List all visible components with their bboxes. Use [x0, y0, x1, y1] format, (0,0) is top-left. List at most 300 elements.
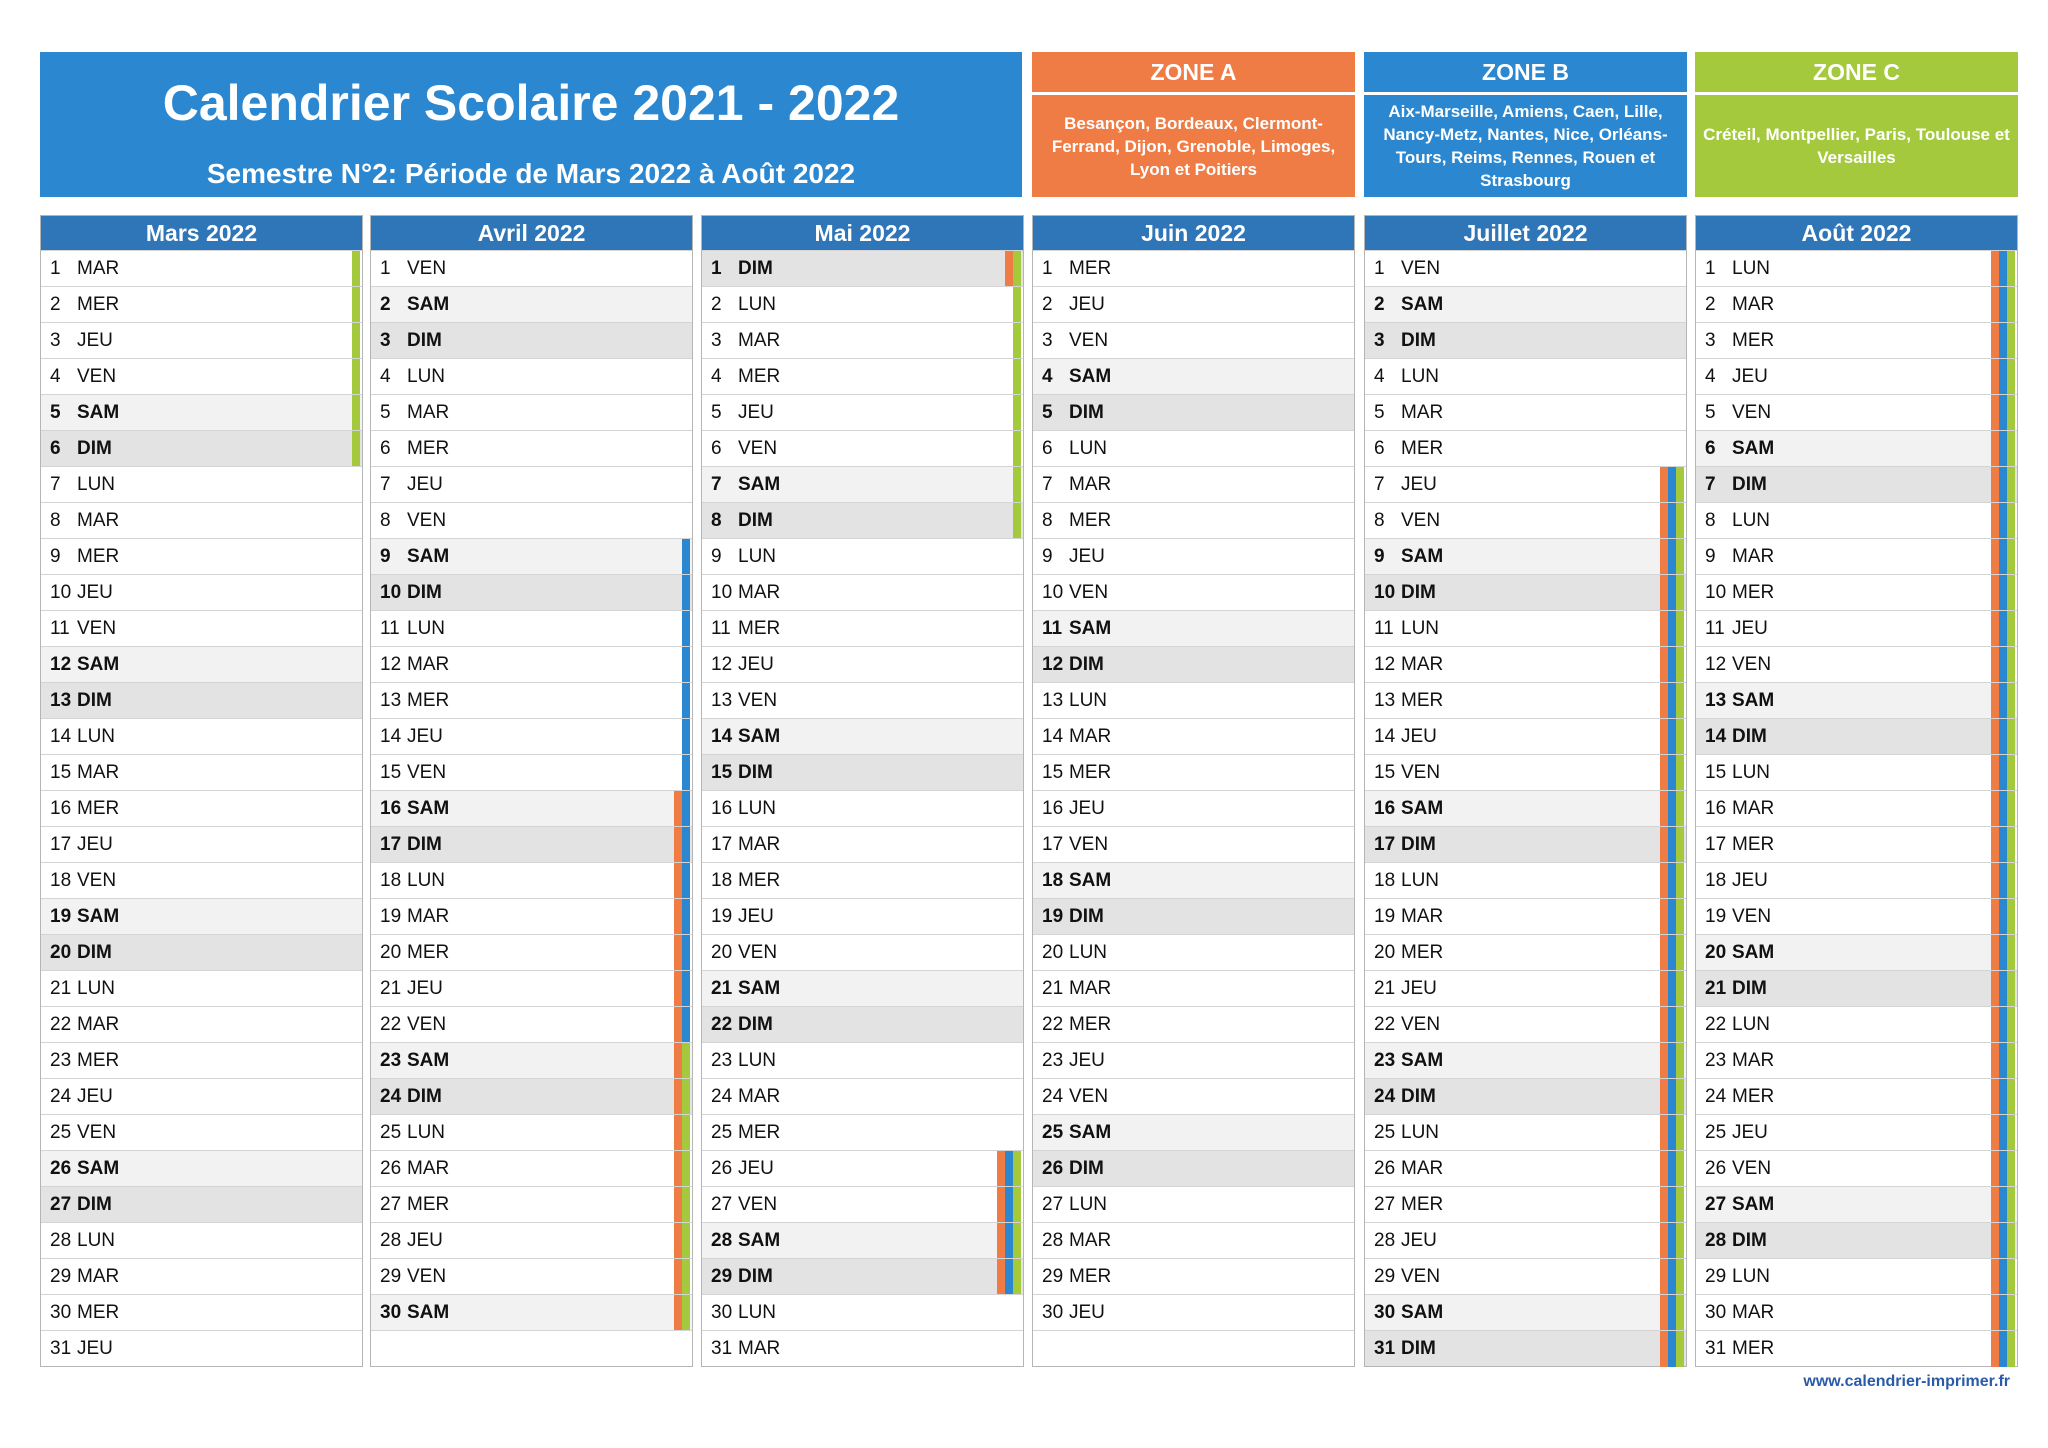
holiday-marker-zone-c	[352, 287, 360, 323]
holiday-marker-zone-b	[682, 575, 690, 611]
day-row	[1033, 394, 1354, 430]
weekday-name: DIM	[77, 1194, 112, 1215]
weekday-name: DIM	[738, 1266, 773, 1287]
day-row	[41, 1258, 362, 1294]
day-row	[371, 358, 692, 394]
day-number: 25	[711, 1122, 733, 1143]
holiday-marker-zone-a	[1991, 647, 1999, 683]
weekday-name: VEN	[1401, 510, 1441, 531]
day-row	[1696, 322, 2017, 358]
holiday-marker-zone-c	[2007, 755, 2015, 791]
weekday-name: DIM	[1732, 1230, 1767, 1251]
day-number: 15	[380, 762, 402, 783]
day-number: 20	[711, 942, 733, 963]
holiday-marker-zone-a	[1991, 467, 1999, 503]
day-row	[1365, 646, 1686, 682]
weekday-name: JEU	[1732, 870, 1768, 891]
weekday-name: MER	[407, 1194, 450, 1215]
weekday-name: VEN	[1069, 834, 1109, 855]
holiday-marker-zone-a	[1660, 467, 1668, 503]
holiday-marker-zone-c	[2007, 467, 2015, 503]
weekday-name: MER	[1401, 438, 1444, 459]
weekday-name: SAM	[77, 1158, 120, 1179]
weekday-name: VEN	[77, 618, 117, 639]
day-row	[1033, 538, 1354, 574]
weekday-name: DIM	[77, 438, 112, 459]
day-row	[371, 610, 692, 646]
weekday-name: SAM	[407, 798, 450, 819]
weekday-name: MAR	[1069, 726, 1112, 747]
day-number: 16	[1042, 798, 1064, 819]
holiday-marker-zone-b	[1668, 719, 1676, 755]
day-number: 22	[50, 1014, 72, 1035]
holiday-marker-zone-c	[1676, 575, 1684, 611]
holiday-marker-zone-b	[1005, 1223, 1013, 1259]
weekday-name: JEU	[1069, 1050, 1105, 1071]
weekday-name: VEN	[1732, 402, 1772, 423]
month-column-mars	[40, 215, 363, 1367]
day-row	[1033, 430, 1354, 466]
holiday-marker-zone-b	[1999, 575, 2007, 611]
weekday-name: SAM	[407, 1050, 450, 1071]
day-row	[1033, 934, 1354, 970]
weekday-name: MAR	[738, 330, 781, 351]
weekday-name: SAM	[1401, 1050, 1444, 1071]
day-row	[1365, 250, 1686, 286]
day-number: 24	[380, 1086, 402, 1107]
day-number: 7	[50, 474, 61, 495]
holiday-marker-zone-a	[1005, 251, 1013, 287]
holiday-marker-zone-a	[1991, 359, 1999, 395]
weekday-name: MAR	[1732, 294, 1775, 315]
day-row	[1696, 502, 2017, 538]
holiday-marker-zone-b	[1999, 1187, 2007, 1223]
weekday-name: SAM	[77, 402, 120, 423]
day-row	[371, 1150, 692, 1186]
day-row	[702, 826, 1023, 862]
day-number: 26	[711, 1158, 733, 1179]
weekday-name: MER	[77, 798, 120, 819]
day-number: 10	[1042, 582, 1064, 603]
weekday-name: DIM	[407, 582, 442, 603]
day-row	[1365, 1078, 1686, 1114]
weekday-name: MAR	[77, 1266, 120, 1287]
day-row	[371, 1258, 692, 1294]
day-number: 11	[1705, 618, 1725, 639]
day-number: 2	[1374, 294, 1385, 315]
holiday-marker-zone-c	[352, 395, 360, 431]
weekday-name: SAM	[1069, 366, 1112, 387]
day-row	[702, 790, 1023, 826]
weekday-name: JEU	[1069, 1302, 1105, 1323]
weekday-name: VEN	[1401, 762, 1441, 783]
day-number: 1	[1374, 258, 1385, 279]
weekday-name: LUN	[1732, 762, 1771, 783]
holiday-marker-zone-b	[1668, 611, 1676, 647]
weekday-name: DIM	[77, 942, 112, 963]
day-row	[702, 322, 1023, 358]
weekday-name: JEU	[1732, 618, 1768, 639]
day-row	[1033, 1042, 1354, 1078]
day-row	[41, 934, 362, 970]
holiday-marker-zone-a	[674, 1259, 682, 1295]
day-row	[371, 970, 692, 1006]
day-row	[41, 718, 362, 754]
day-number: 7	[1374, 474, 1385, 495]
holiday-marker-zone-c	[1013, 1187, 1021, 1223]
day-number: 21	[1705, 978, 1727, 999]
holiday-marker-zone-a	[674, 935, 682, 971]
day-row	[1365, 1258, 1686, 1294]
day-number: 8	[1705, 510, 1716, 531]
holiday-marker-zone-c	[1676, 1223, 1684, 1259]
holiday-marker-zone-c	[2007, 575, 2015, 611]
day-row	[41, 970, 362, 1006]
day-number: 1	[1705, 258, 1716, 279]
day-number: 21	[1042, 978, 1064, 999]
holiday-marker-zone-c	[1676, 755, 1684, 791]
holiday-marker-zone-c	[2007, 323, 2015, 359]
holiday-marker-zone-c	[682, 1223, 690, 1259]
holiday-marker-zone-b	[682, 539, 690, 575]
day-row	[41, 790, 362, 826]
holiday-marker-zone-a	[1660, 791, 1668, 827]
weekday-name: MAR	[1401, 654, 1444, 675]
holiday-marker-zone-a	[1660, 1151, 1668, 1187]
weekday-name: MAR	[738, 1086, 781, 1107]
holiday-marker-zone-b	[1668, 1007, 1676, 1043]
day-row	[702, 574, 1023, 610]
weekday-name: VEN	[738, 690, 778, 711]
weekday-name: MER	[77, 1302, 120, 1323]
day-number: 19	[711, 906, 733, 927]
holiday-marker-zone-b	[1999, 935, 2007, 971]
holiday-marker-zone-c	[1676, 935, 1684, 971]
holiday-marker-zone-a	[1660, 1079, 1668, 1115]
day-row	[1696, 1330, 2017, 1366]
day-row	[1696, 826, 2017, 862]
holiday-marker-zone-a	[1660, 971, 1668, 1007]
holiday-marker-zone-a	[997, 1223, 1005, 1259]
weekday-name: JEU	[1732, 366, 1768, 387]
holiday-marker-zone-b	[1668, 1259, 1676, 1295]
weekday-name: DIM	[738, 762, 773, 783]
weekday-name: MER	[738, 366, 781, 387]
zone-a-label: ZONE A	[1032, 52, 1355, 92]
day-row	[371, 934, 692, 970]
holiday-marker-zone-a	[1991, 611, 1999, 647]
day-row	[371, 250, 692, 286]
day-number: 30	[1374, 1302, 1396, 1323]
zone-c-panel	[1695, 52, 2018, 197]
holiday-marker-zone-a	[1991, 683, 1999, 719]
day-number: 8	[50, 510, 61, 531]
weekday-name: LUN	[1732, 258, 1771, 279]
day-row	[1033, 286, 1354, 322]
holiday-marker-zone-b	[1999, 539, 2007, 575]
day-number: 24	[1042, 1086, 1064, 1107]
day-row	[1365, 394, 1686, 430]
weekday-name: DIM	[1732, 978, 1767, 999]
weekday-name: MAR	[1401, 1158, 1444, 1179]
day-row	[371, 898, 692, 934]
day-number: 28	[1374, 1230, 1396, 1251]
day-number: 31	[1374, 1338, 1396, 1359]
day-row	[41, 1114, 362, 1150]
weekday-name: MAR	[1401, 906, 1444, 927]
day-row	[41, 250, 362, 286]
weekday-name: VEN	[738, 942, 778, 963]
weekday-name: JEU	[738, 1158, 774, 1179]
weekday-name: MER	[1732, 834, 1775, 855]
day-number: 4	[711, 366, 722, 387]
weekday-name: LUN	[1732, 510, 1771, 531]
holiday-marker-zone-a	[1991, 1331, 1999, 1367]
day-number: 26	[1042, 1158, 1064, 1179]
day-row	[1033, 682, 1354, 718]
holiday-marker-zone-c	[2007, 1295, 2015, 1331]
day-number: 16	[1705, 798, 1727, 819]
day-row	[1696, 898, 2017, 934]
holiday-marker-zone-b	[1999, 1331, 2007, 1367]
day-row	[371, 1294, 692, 1330]
weekday-name: SAM	[77, 654, 120, 675]
holiday-marker-zone-c	[682, 1079, 690, 1115]
weekday-name: LUN	[1069, 942, 1108, 963]
day-row	[41, 394, 362, 430]
day-number: 28	[711, 1230, 733, 1251]
day-number: 16	[50, 798, 72, 819]
holiday-marker-zone-b	[1999, 719, 2007, 755]
day-row	[1365, 1114, 1686, 1150]
weekday-name: SAM	[1732, 1194, 1775, 1215]
holiday-marker-zone-c	[1676, 647, 1684, 683]
weekday-name: JEU	[1401, 978, 1437, 999]
weekday-name: MER	[738, 870, 781, 891]
day-number: 8	[1374, 510, 1385, 531]
day-number: 31	[711, 1338, 733, 1359]
holiday-marker-zone-b	[1999, 431, 2007, 467]
day-row	[41, 682, 362, 718]
day-number: 23	[1374, 1050, 1396, 1071]
holiday-marker-zone-a	[1660, 1187, 1668, 1223]
day-row	[371, 754, 692, 790]
weekday-name: DIM	[1069, 906, 1104, 927]
weekday-name: LUN	[738, 1050, 777, 1071]
holiday-marker-zone-a	[1660, 755, 1668, 791]
weekday-name: LUN	[1401, 618, 1440, 639]
day-row	[41, 862, 362, 898]
day-row	[1365, 754, 1686, 790]
holiday-marker-zone-b	[1668, 503, 1676, 539]
weekday-name: DIM	[1732, 474, 1767, 495]
holiday-marker-zone-b	[1668, 1331, 1676, 1367]
day-number: 21	[380, 978, 402, 999]
day-number: 5	[711, 402, 722, 423]
day-row	[371, 466, 692, 502]
weekday-name: VEN	[1069, 582, 1109, 603]
day-row	[41, 826, 362, 862]
day-number: 6	[50, 438, 61, 459]
holiday-marker-zone-b	[1668, 1043, 1676, 1079]
weekday-name: MAR	[77, 1014, 120, 1035]
weekday-name: MER	[738, 618, 781, 639]
day-row	[702, 646, 1023, 682]
day-row	[1033, 754, 1354, 790]
month-column-avril	[370, 215, 693, 1367]
weekday-name: MER	[407, 690, 450, 711]
empty-day-row	[1033, 1330, 1354, 1366]
day-number: 1	[380, 258, 391, 279]
day-row	[1365, 1294, 1686, 1330]
day-row	[371, 574, 692, 610]
day-row	[371, 394, 692, 430]
day-number: 19	[50, 906, 72, 927]
holiday-marker-zone-a	[674, 1079, 682, 1115]
holiday-marker-zone-a	[1660, 827, 1668, 863]
day-row	[371, 682, 692, 718]
day-number: 24	[1374, 1086, 1396, 1107]
holiday-marker-zone-a	[1991, 1259, 1999, 1295]
holiday-marker-zone-a	[1660, 1295, 1668, 1331]
weekday-name: LUN	[1401, 870, 1440, 891]
holiday-marker-zone-a	[674, 971, 682, 1007]
day-row	[371, 1114, 692, 1150]
day-number: 27	[711, 1194, 733, 1215]
holiday-marker-zone-c	[2007, 899, 2015, 935]
day-row	[1696, 1186, 2017, 1222]
holiday-marker-zone-b	[1668, 899, 1676, 935]
day-number: 8	[711, 510, 722, 531]
holiday-marker-zone-b	[1668, 647, 1676, 683]
day-row	[702, 1330, 1023, 1366]
day-number: 27	[1374, 1194, 1396, 1215]
day-number: 20	[50, 942, 72, 963]
day-number: 22	[380, 1014, 402, 1035]
weekday-name: JEU	[407, 726, 443, 747]
holiday-marker-zone-a	[674, 791, 682, 827]
day-row	[702, 862, 1023, 898]
day-number: 24	[50, 1086, 72, 1107]
weekday-name: DIM	[738, 258, 773, 279]
weekday-name: MAR	[1069, 474, 1112, 495]
weekday-name: DIM	[738, 510, 773, 531]
holiday-marker-zone-a	[1991, 431, 1999, 467]
day-row	[702, 1294, 1023, 1330]
day-number: 4	[380, 366, 391, 387]
holiday-marker-zone-b	[1005, 1259, 1013, 1295]
day-row	[1696, 394, 2017, 430]
day-number: 28	[380, 1230, 402, 1251]
day-number: 9	[711, 546, 722, 567]
holiday-marker-zone-a	[1660, 1223, 1668, 1259]
holiday-marker-zone-c	[2007, 503, 2015, 539]
month-header: Mai 2022	[702, 216, 1023, 250]
holiday-marker-zone-c	[1676, 1079, 1684, 1115]
day-number: 12	[1374, 654, 1396, 675]
weekday-name: SAM	[1732, 690, 1775, 711]
day-number: 20	[1042, 942, 1064, 963]
weekday-name: DIM	[1069, 654, 1104, 675]
weekday-name: SAM	[407, 1302, 450, 1323]
weekday-name: DIM	[1401, 834, 1436, 855]
day-number: 17	[711, 834, 733, 855]
day-number: 31	[50, 1338, 72, 1359]
holiday-marker-zone-b	[1999, 287, 2007, 323]
holiday-marker-zone-a	[1991, 323, 1999, 359]
holiday-marker-zone-b	[1005, 1151, 1013, 1187]
holiday-marker-zone-c	[2007, 359, 2015, 395]
day-number: 6	[1374, 438, 1385, 459]
weekday-name: SAM	[407, 294, 450, 315]
holiday-marker-zone-b	[1999, 827, 2007, 863]
day-number: 12	[380, 654, 402, 675]
day-row	[1365, 502, 1686, 538]
holiday-marker-zone-b	[682, 719, 690, 755]
holiday-marker-zone-a	[674, 899, 682, 935]
day-number: 12	[1042, 654, 1064, 675]
day-row	[1033, 466, 1354, 502]
day-row	[702, 430, 1023, 466]
day-row	[1365, 322, 1686, 358]
day-row	[1365, 1150, 1686, 1186]
weekday-name: LUN	[407, 870, 446, 891]
day-row	[41, 1042, 362, 1078]
holiday-marker-zone-a	[1991, 287, 1999, 323]
day-number: 21	[1374, 978, 1396, 999]
holiday-marker-zone-c	[2007, 395, 2015, 431]
day-row	[1033, 1186, 1354, 1222]
day-number: 14	[711, 726, 733, 747]
day-number: 26	[1374, 1158, 1396, 1179]
day-number: 29	[711, 1266, 733, 1287]
weekday-name: MAR	[407, 654, 450, 675]
weekday-name: DIM	[1069, 402, 1104, 423]
day-row	[41, 322, 362, 358]
holiday-marker-zone-b	[1668, 1223, 1676, 1259]
day-number: 25	[50, 1122, 72, 1143]
day-row	[1365, 1186, 1686, 1222]
holiday-marker-zone-a	[1660, 1331, 1668, 1367]
weekday-name: MAR	[77, 258, 120, 279]
weekday-name: JEU	[1401, 1230, 1437, 1251]
weekday-name: VEN	[407, 510, 447, 531]
holiday-marker-zone-c	[1013, 395, 1021, 431]
holiday-marker-zone-c	[1676, 1151, 1684, 1187]
day-row	[41, 502, 362, 538]
weekday-name: DIM	[407, 834, 442, 855]
weekday-name: JEU	[738, 654, 774, 675]
day-number: 10	[380, 582, 402, 603]
weekday-name: SAM	[738, 978, 781, 999]
day-row	[41, 1186, 362, 1222]
holiday-marker-zone-c	[2007, 719, 2015, 755]
day-row	[1365, 1042, 1686, 1078]
weekday-name: MER	[1401, 690, 1444, 711]
holiday-marker-zone-b	[1668, 1295, 1676, 1331]
holiday-marker-zone-c	[2007, 827, 2015, 863]
day-row	[702, 1042, 1023, 1078]
holiday-marker-zone-a	[1991, 503, 1999, 539]
day-row	[1033, 610, 1354, 646]
holiday-marker-zone-c	[2007, 1115, 2015, 1151]
day-number: 11	[711, 618, 731, 639]
day-number: 7	[711, 474, 722, 495]
day-number: 6	[380, 438, 391, 459]
weekday-name: MAR	[1069, 978, 1112, 999]
day-number: 13	[50, 690, 72, 711]
day-number: 26	[50, 1158, 72, 1179]
